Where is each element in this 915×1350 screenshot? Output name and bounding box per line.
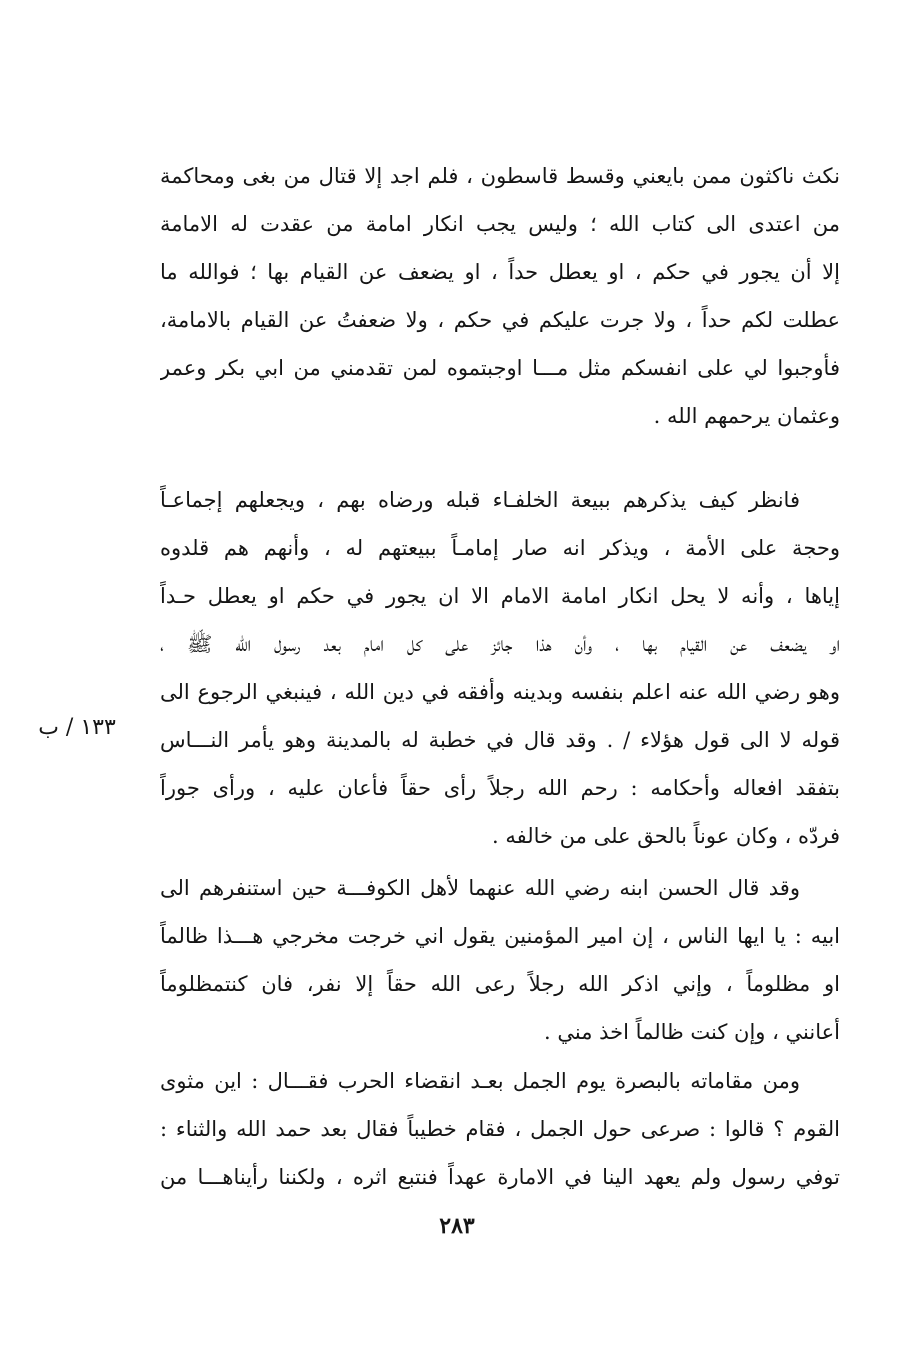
- paragraph-3: [160, 864, 840, 1056]
- text-line: إلا أن يجور في حكم ، او يعطل حداً ، او يضعف عن القيام بها ؛ فوالله ما: [160, 260, 840, 284]
- text-line: وهو رضي الله عنه اعلم بنفسه وبدينه وأفقه في دين الله ، فينبغي الرجوع الى: [160, 680, 840, 704]
- paragraph-4: [160, 1057, 840, 1201]
- paragraph-1: [160, 152, 840, 440]
- text-line: فانظر كيف يذكرهم ببيعة الخلفـاء قبله ورضاه بهم ، ويجعلهم إجماعـاً: [160, 488, 800, 512]
- text-line: نكث ناكثون ممن بايعني وقسط قاسطون ، فلم اجد إلا قتال من بغى ومحاكمة: [160, 164, 840, 188]
- manuscript-folio-marker: ١٣٣ / ب: [38, 715, 116, 740]
- text-line: او مظلوماً ، وإني اذكر الله رجلاً رعى الله حقاً إلا نفر، فان كنتمظلوماً: [160, 972, 840, 996]
- text-line: وعثمان يرحمهم الله .: [653, 404, 840, 428]
- text-line: بتفقد افعاله وأحكامه : رحم الله رجلاً رأى حقاً فأعان عليه ، ورأى جوراً: [160, 776, 840, 800]
- text-line: وحجة على الأمة ، ويذكر انه صار إمامـاً ببيعتهم له ، وأنهم هم قلدوه: [160, 536, 840, 560]
- text-line: عطلت لكم حداً ، ولا جرت عليكم في حكم ، ولا ضعفتُ عن القيام بالامامة،: [160, 308, 840, 332]
- text-line: وقد قال الحسن ابنه رضي الله عنهما لأهل الكوفـــة حين استنفرهم الى: [160, 876, 800, 900]
- page-number: ٢٨٣: [439, 1213, 475, 1239]
- text-line: ومن مقاماته بالبصرة يوم الجمل بعـد انقضاء الحرب فقـــال : اين مثوى: [160, 1069, 800, 1093]
- text-line: ابيه : يا ايها الناس ، إن امير المؤمنين يقول اني خرجت مخرجي هـــذا ظالماً: [160, 924, 840, 948]
- text-line: فردّه ، وكان عوناً بالحق على من خالفه .: [491, 824, 840, 848]
- text-line: القوم ؟ قالوا : صرعى حول الجمل ، فقام خطيباً فقال بعد حمد الله والثناء :: [160, 1117, 840, 1141]
- text-line: او يضعف عن القيام بها ، وأن هذا جائز على كل امام بعد رسول الله ﷺ ،: [160, 632, 840, 656]
- text-line: فأوجبوا لي على انفسكم مثل مـــا اوجبتموه لمن تقدمني من ابي بكر وعمر: [160, 356, 840, 380]
- text-line: أعانني ، وإن كنت ظالماً اخذ مني .: [544, 1020, 840, 1044]
- text-line: توفي رسول ولم يعهد الينا في الامارة عهداً فنتبع اثره ، ولكننا رأيناهـــا من: [160, 1165, 840, 1189]
- text-line: من اعتدى الى كتاب الله ؛ وليس يجب انكار امامة من عقدت له الامامة: [160, 212, 840, 236]
- paragraph-2: [160, 476, 840, 860]
- text-line: قوله لا الى قول هؤلاء / . وقد قال في خطبة له بالمدينة وهو يأمر النـــاس: [160, 728, 840, 752]
- text-line: إياها ، وأنه لا يحل انكار امامة الامام الا ان يجور في حكم او يعطل حـداً: [160, 584, 840, 608]
